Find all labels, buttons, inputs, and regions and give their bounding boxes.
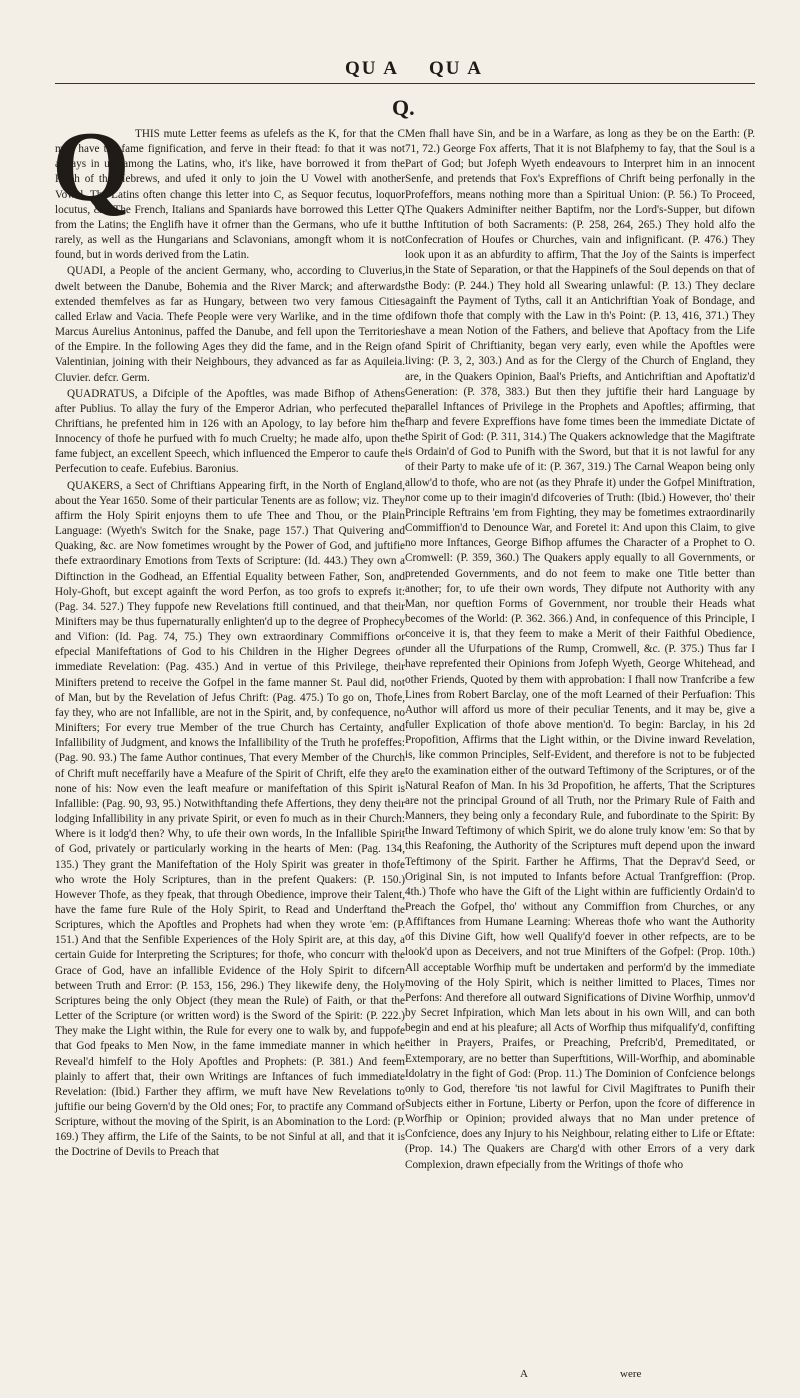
entry-q-letter: THIS mute Letter feems as ufelefs as the K, for that the C may have the fame fignification, and ferve in their ftead: fo that it was not always in ufe among the Latins, who, it's like, have borrowed it from the Koph of the Hebrews, and ufed it only to join the U Vowel with another Vowel. The Latins often change this letter into C, as Sequor fecutus, loquor locutus, &c. The French, Italians and Spaniards have borrowed this Letter Q from the Latins; the Englifh have it ofrner than the Germans, who ufe it but rarely, as well as the Hungarians and Sclavonians, amongft whom it is not found, but in words derived from the Latin. — [55, 128, 405, 262]
entry-quakers-continued: Men fhall have Sin, and be in a Warfare, as long as they be on the Earth: (P. 71, 72.) George Fox afferts, That it is not Blafphemy to fay, that the Soul is a Part of God; but Jofeph Wyeth endeavours to Interpret him in an innocent Senfe, and pretends that Fox's Expreffions of Chrift being perfonally in the Profeffors, means nothing more than a Spiritual Union: (P. 56.) To Proceed, The Quakers Adminifter neither Baptifm, nor the Lord's-Supper, but difown the Inftitution of both Sacraments: (P. 258, 264, 265.) They hold alfo the Confecration of Houfes or Churches, vain and infignificant. (P. 476.) They look upon it as an abfurdity to affirm, That the Joy of the Saints is imperfect in the State of Separation, or that the Happinefs of the Soul depends on that of the Body: (P. 244.) They hold all Swearing unlawful: (P. 13.) They declare againft the Payment of Tyths, call it an Antichriftian Yoak of Bondage, and difown thofe that comply with the Law in th's Point: (P. 13, 416, 371.) They have a mean Notion of the Fathers, and believe that Apoftacy from the Life and Spirit of Chriftianity, began very early, even while the Apoftles were living: (P. 3, 2, 303.) And as for the Clergy of the Church of England, they are, in the Quakers Opinion, Baal's Priefts, and Antichriftian and Apoftatiz'd Generation: (P. 378, 383.) But then they juftifie their hard Language by parallel Inftances of Privilege in the Prophets and Apoftles; affirming, that fharp and fevere Expreffions have fome times been the immediate Dictate of the Spirit of God: (P. 311, 314.) The Quakers acknowledge that the Magiftrate is Ordain'd of God to Punifh with the Sword, but that it is not lawful for any of their Party to make ufe of it: (P. 367, 319.) The Carnal Weapon being only allow'd to thofe, who are not (as they Phrafe it) under the Gofpel Miniftration, nor come up to their imagin'd difcoveries of Truth: (Ibid.) However, tho' their Principle Reftrains 'em from Fighting, they may be fometimes extraordinarily Commiffion'd to Denounce War, and Foretel it: And upon this Claim, to give no more Inftances, George Bifhop affumes the Character of a Prophet to O. Cromwell: (P. 359, 360.) The Quakers apply equally to all Governments, or pretended Governments, and do not feem to make one Title better than another; for, to ufe their own words, They difpute not Authority with any Man, nor queftion Forms of Government, nor trouble their Heads what becomes of the World: (P. 362. 366.) And, in confequence of this Principle, I conceive it is, that they feem to make a Merit of their Faithful Obedience, under all the Ufurpations of the Rump, Cromwell, &c. (P. 375.) Thus far I have reprefented their Opinions from Jofeph Wyeth, George Whitehead, and other Friends, Quoted by them with approbation: I fhall now Tranfcribe a few Lines from Robert Barclay, one of the moft Learned of their Perfuafion: This Author will afford us more of their peculiar Tenents, and it may be, give a fuller Explication of thofe above mention'd. To begin: Barclay, in his 2d Propofition, Affirms that the Light within, or the Divine inward Revelation, is, like common Principles, Self-Evident, and therefore is not to be fubjected to the examination either of the outward Teftimony of the Scriptures, or of the Natural Reafon of Man. In his 3d Propofition, he afferts, That the Scriptures are not the principal Ground of all Truth, nor the Primary Rule of Faith and Manners, they being only a fecondary Rule, and fubordinate to the Spirit: By the Inward Teftimony of which Spirit, we do alone truly know 'em: So that by this Reafoning, the Authority of the Scriptures muft depend upon the inward Teftimony of the Spirit. Farther he Affirms, That the Deprav'd Seed, or Original Sin, is not imputed to Infants before Actual Tranfgreffion: (Prop. 4th.) Thofe who have the Gift of the Light within are fufficiently Ordain'd to Preach the Gofpel, tho' without any Commiffion from Churches, or any Affiftances from Humane Learning: Whereas thofe who want the Authority of this Divine Gift, how well Qualify'd foever in other refpects, are to be look'd upon as Deceivers, and not true Minifters of the Gofpel: (Prop. 10th.) All acceptable Worfhip muft be undertaken and perform'd by the immediate moving of the Holy Spirit, which is neither limitted to Places, Times nor Perfons: And therefore all outward Significations of Divine Worfhip, unmov'd by Secret Infpiration, which Man lets about in his own Will, and can both begin and end at his pleafure; all Acts of Worfhip thus mifqualify'd, confifting either in Prayers, Praifes, or Preaching, Prefcrib'd, Premeditated, or Extemporary, are no better than Superftitions, Will-Worfhip, and abominable Idolatry in the fight of God: (Prop. 11.) The Dominion of Confcience belongs only to God, therefore 'tis not lawful for Civil Magiftrates to Punifh their Subjects either in Fortune, Liberty or Perfon, upon the fcore of difference in Worfhip or Opinion; provided always that no Man under pretence of Confcience, does any Injury to his Neighbour, relating either to Life or Eftate: (Prop. 14.) The Quakers are Charg'd with other Errors of a very dark Complexion, drawn efpecially from the Writings of thofe who — [405, 128, 755, 1171]
running-head-left: QU A — [345, 58, 399, 79]
right-column — [405, 127, 755, 1174]
entry-quadi: QUADI, a People of the ancient Germany, who, according to Cluverius, dwelt between the Danube, Bohemia and the River Marck; and afterwards extended themfelves as far as Hungary, between two very famous Cities called Erlaw and Vacia. Thefe People were very Warlike, and in the time of Marcus Aurelius Antoninus, paffed the Danube, and fell upon the Territories of the Empire. In the following Ages they did the fame, and in the Reign of Valentinian, joining with their Neighbours, they advanced as far as Aquileia. Cluvier. defcr. Germ. — [55, 265, 405, 384]
drop-cap: Q — [52, 111, 130, 222]
signature-mark: A — [520, 1368, 528, 1380]
left-column — [55, 127, 405, 1162]
running-head-right: QU A — [429, 58, 483, 79]
entry-quadratus: QUADRATUS, a Difciple of the Apoftles, was made Bifhop of Athens after Publius. To allay the fury of the Emperor Adrian, who perfecuted the Chriftians, he prefented him in 126 with an Apology, to lay before him the Innocency of thofe he purfued with fo much Cruelty; he made alfo, upon the fame fubject, an excellent Speech, which influenced the Emperor to caufe the Perfecution to ceafe. Eufebius. Baronius. — [55, 387, 405, 476]
catchword: were — [620, 1368, 642, 1380]
entry-quakers: QUAKERS, a Sect of Chriftians Appearing firft, in the North of England, about the Year 1650. Some of their particular Tenents are as follow; viz. They affirm the Holy Spirit enjoyns them to ufe Thee and Thou, or the Plain Language: (Wyeth's Switch for the Snake, page 157.) That Quivering and Quaking, &c. are Now fometimes wrought by the Power of God, and juftifie thefe extraordinary Emotions from Texts of Scripture: (Id. 443.) They own a Diftinction in the Godhead, an Effential Equality between Father, Son, and Holy-Ghoft, but except againft the word Perfon, as too grofs to exprefs it: (Pag. 34. 527.) They fuppofe new Revelations ftill continued, and that their Minifters may be thus fupernaturally enlighten'd up to the degree of Prophecy and Vifion: (Id. Pag. 74, 75.) They own extraordinary Commiffions or efpecial Manifeftations of God to his Children in the Higher Degrees of immediate Revelation: (Pag. 435.) And in vertue of this Privilege, their Minifters pretend to receive the Gofpel in the fame manner St. Paul did, not of Man, but by the Revelation of Jefus Chrift: (Pag. 475.) To go on, Thofe, fay they, who are not Infallible, are not in the Spirit, and, by confequence, no Minifters; For every true Member of the true Church has Certainty, and Infallibility of Judgment, and knows the Infallibility of the Truth he profeffes: (Pag. 90. 93.) The fame Author continues, That every Member of the Church of Chrift muft neceffarily have a Meafure of the Spirit of Chrift, elfe they are none of his: Now even the leaft meafure or manifeftation of this Spirit is Infallible: (Pag. 90, 93, 95.) Notwithftanding thefe Affertions, they deny their lodging Infallibility in any private Spirit, or even fo much as in their Church: Where is it lodg'd then? Why, to ufe their own words, In the Infallible Spirit of God, privately or particularly working in the hearts of Men: (Pag. 134, 135.) They grant the Manifeftation of the Holy Spirit was greater in thofe who wrote the Holy Scriptures, than in the prefent Quakers: (P. 150.) However Thofe, as they fpeak, that through Obedience, improve their Talent, have the fame fure Rule of the Holy Spirit, to Read and Underftand the Scriptures, which the Apoftles and Prophets had when they wrote 'em: (P. 151.) And that the Senfible Experiences of the Holy Spirit are, at this day, a certain Guide for Interpreting the Scriptures; for thofe, who concurr with the Grace of God, have an infallible Evidence of the Holy Spirit to difcern between Truth and Error: (P. 153, 156, 296.) They likewife deny, the Holy Scriptures being the only Object (they mean the Rule) of Faith, or that the Letter of the Scripture (or written word) is the Sword of the Spirit: (P. 222.) They make the Light within, the Rule for every one to walk by, and fuppofe that God fpeaks to Men Now, in the fame immediate manner in which he Reveal'd himfelf to the Holy Apoftles and Prophets: (P. 381.) And feem plainly to affert that, their own Writings are Inftances of fuch immediate Revelation: (Ibid.) Farther they affirm, we muft have New Revelations to juftifie our being Govern'd by the Old ones; For, to practife any Command of Scripture, without the moving of the Spirit, is an Abomination to the Lord: (P. 169.) They affirm, the Life of the Saints, to be not Sinful at all, and that it is the Doctrine of Devils to Preach that — [55, 479, 405, 1159]
header-rule — [55, 83, 755, 84]
section-letter: Q. — [392, 95, 415, 120]
